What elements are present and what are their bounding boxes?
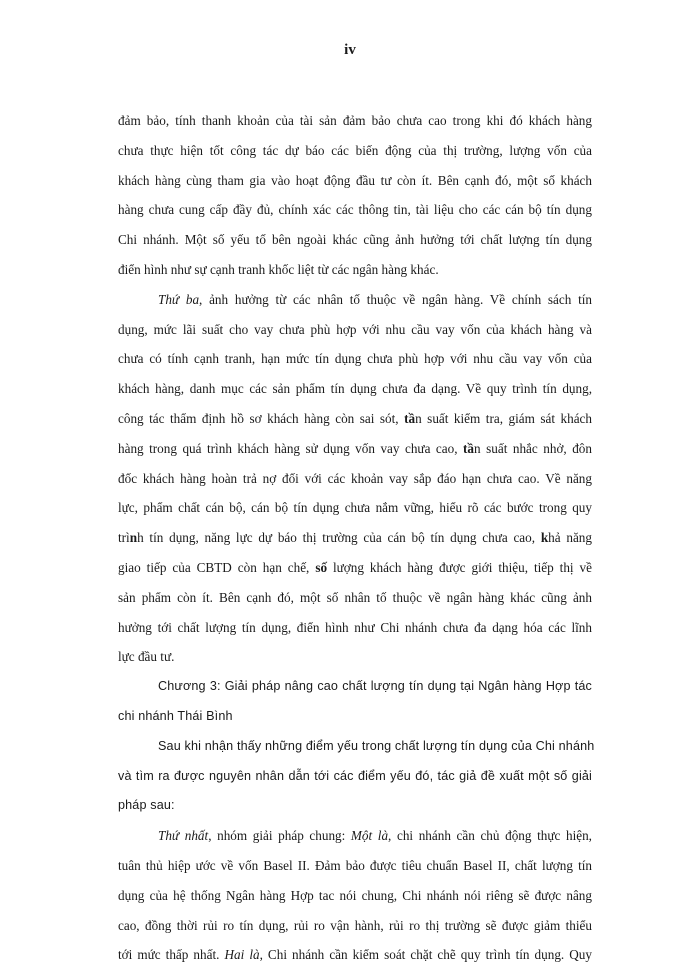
text-line: lực, phẩm chất cán bộ, cán bộ tín dụng chưa nắm vững, hiểu rõ các bước trong quy	[118, 500, 592, 516]
text-line: sản phẩm còn ít. Bên cạnh đó, một số nhân tố thuộc về ngân hàng khác cũng ảnh	[118, 589, 592, 605]
bold-fragment: tầ	[463, 440, 475, 456]
page-number: iv	[344, 42, 356, 58]
italic-phrase: Một là	[350, 828, 389, 844]
italic-phrase: Thứ ba	[158, 291, 200, 307]
text-line: hàng trong quá trình khách hàng sử dụng vốn vay chưa cao, tần suất nhắc nhở, đôn	[118, 440, 592, 456]
text-line: chưa có tính cạnh tranh, hạn mức tín dụng chưa phù hợp với nhu cầu vay vốn của	[118, 351, 592, 367]
text-line: tới mức thấp nhất. Hai là, Chi nhánh cần kiểm soát chặt chẽ quy trình tín dụng. Quy	[118, 947, 592, 963]
text-line: chưa thực hiện tốt công tác dự báo các biến động của thị trường, lượng vốn của	[118, 142, 592, 158]
text-line: đảm bảo, tính thanh khoản của tài sản đảm bảo chưa cao trong khi đó khách hàng	[118, 113, 592, 128]
text-line: dụng của hệ thống Ngân hàng Hợp tac nói chung, Chi nhánh nói riêng sẽ được nâng	[118, 887, 592, 903]
text-line: và tìm ra được nguyên nhân dẫn tới các điểm yếu đó, tác giả đề xuất một số giải	[118, 768, 592, 783]
text-line: công tác thẩm định hồ sơ khách hàng còn sai sót, tần suất kiểm tra, giám sát khách	[118, 410, 592, 426]
text-line: pháp sau:	[118, 798, 175, 813]
text-line: lực đầu tư.	[118, 649, 175, 665]
italic-phrase: Hai là	[224, 947, 260, 963]
text-line: đốc khách hàng hoàn trả nợ đối với các khoản vay sắp đáo hạn chưa cao. Về năng	[118, 470, 592, 486]
text-line: giao tiếp của CBTD còn hạn chế, số lượng khách hàng được giới thiệu, tiếp thị về	[118, 559, 592, 575]
chapter-heading-line: chi nhánh Thái Bình	[118, 708, 233, 723]
bold-fragment: số	[315, 559, 328, 575]
text-line: hưởng tới chất lượng tín dụng, điển hình như Chi nhánh chưa đa dạng hóa các lĩnh	[118, 619, 592, 635]
text-line: dụng, mức lãi suất cho vay chưa phù hợp với nhu cầu vay vốn của khách hàng và	[118, 321, 592, 337]
text-line: khách hàng cùng tham gia vào hoạt động đầu tư còn ít. Bên cạnh đó, một số khách	[118, 172, 592, 188]
chapter-heading-line: Chương 3: Giải pháp nâng cao chất lượng tín dụng tại Ngân hàng Hợp tác	[158, 679, 592, 694]
text-line: trình tín dụng, năng lực dự báo thị trường của cán bộ tín dụng chưa cao, khả năng	[118, 530, 592, 546]
text-line: hàng chưa cung cấp đầy đủ, chính xác các thông tin, tài liệu cho các cán bộ tín dụng	[118, 202, 592, 218]
text-line: tuân thủ hiệp ước về vốn Basel II. Đảm bảo được tiêu chuẩn Basel II, chất lượng tín	[118, 857, 592, 873]
text-line: cao, đồng thời rủi ro tín dụng, rủi ro vận hành, rủi ro thị trường sẽ được giảm thiểu	[118, 917, 592, 933]
text-line: điển hình như sự cạnh tranh khốc liệt từ các ngân hàng khác.	[118, 261, 439, 277]
italic-phrase: Thứ nhất	[158, 828, 209, 844]
text-line: Chi nhánh. Một số yếu tố bên ngoài khác cũng ảnh hưởng tới chất lượng tín dụng	[118, 232, 592, 248]
document-body	[118, 106, 595, 970]
paragraph-first-line: Thứ ba, ảnh hưởng từ các nhân tố thuộc về ngân hàng. Về chính sách tín	[158, 291, 592, 307]
bold-fragment: n	[129, 530, 138, 546]
paragraph-first-line: Thứ nhất, nhóm giải pháp chung: Một là, chi nhánh cần chủ động thực hiện,	[158, 828, 592, 844]
paragraph-first-line: Sau khi nhận thấy những điểm yếu trong chất lượng tín dụng của Chi nhánh	[158, 738, 595, 753]
bold-fragment: tầ	[404, 410, 416, 426]
bold-fragment: k	[540, 530, 549, 546]
text-line: khách hàng, danh mục các sản phẩm tín dụng chưa đa dạng. Về quy trình tín dụng,	[118, 381, 592, 397]
